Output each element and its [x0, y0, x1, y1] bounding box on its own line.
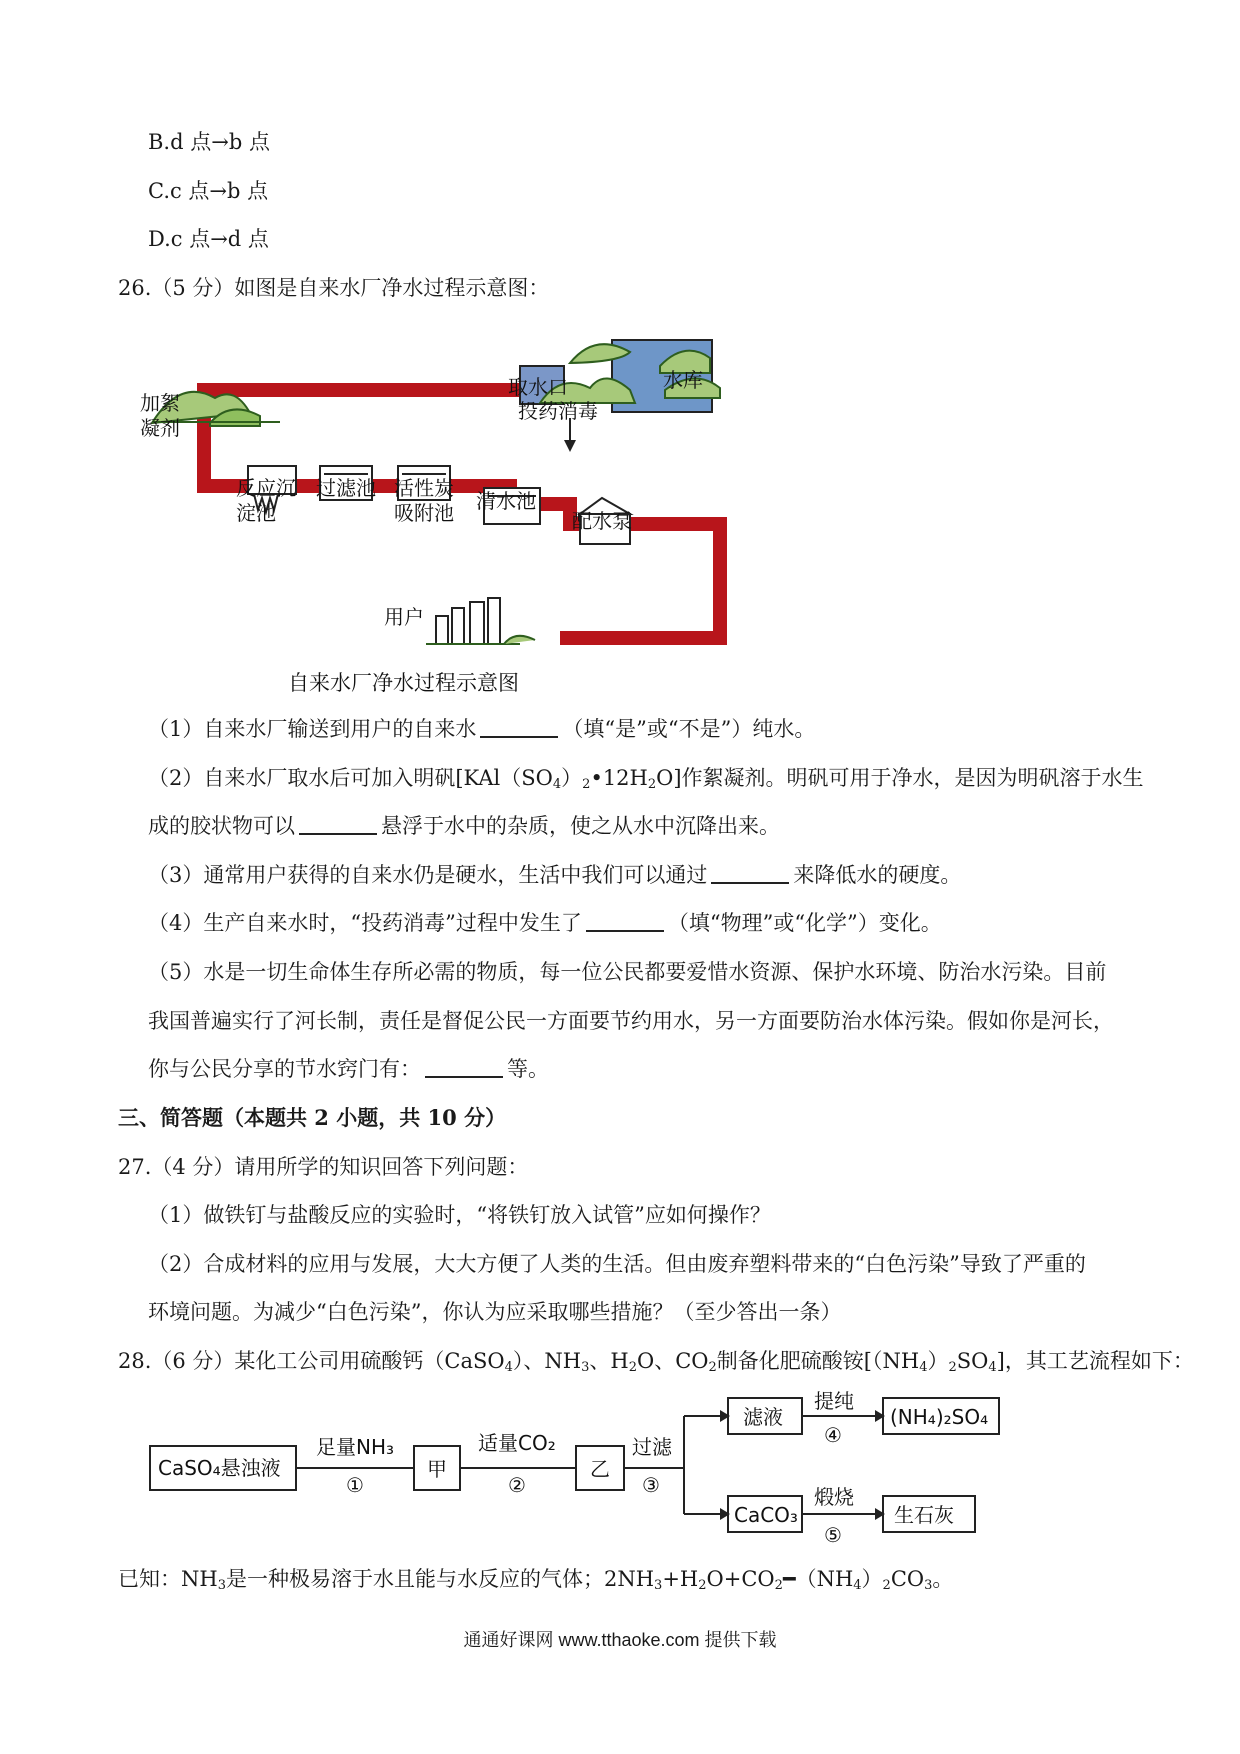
label-carbon-1: 活性炭 — [394, 476, 454, 500]
user-buildings-icon — [426, 598, 535, 644]
option-d: D.c 点→d 点 — [148, 227, 269, 251]
q26-s4: （4）生产自来水时，“投药消毒”过程中发生了 （填“物理”或“化学”）变化。 — [148, 911, 942, 935]
q26-s1: （1）自来水厂输送到用户的自来水 （填“是”或“不是”）纯水。 — [148, 717, 816, 741]
step3-label: 过滤 — [632, 1435, 672, 1459]
box-jia-text: 甲 — [427, 1457, 447, 1481]
footer: 通通好课网 www.tthaoke.com 提供下载 — [463, 1630, 777, 1650]
option-b: B.d 点→b 点 — [148, 130, 270, 154]
q26-s3: （3）通常用户获得的自来水仍是硬水，生活中我们可以通过 来降低水的硬度。 — [148, 863, 962, 887]
box-yi-text: 乙 — [590, 1457, 610, 1481]
label-coagulant-2: 凝剂 — [140, 416, 180, 440]
q26-s5-line3: 你与公民分享的节水窍门有： 等。 — [148, 1057, 549, 1081]
label-carbon-2: 吸附池 — [394, 501, 454, 525]
step3-num: ③ — [642, 1473, 660, 1497]
q26-s2-line2: 成的胶状物可以 悬浮于水中的杂质，使之从水中沉降出来。 — [148, 814, 780, 838]
option-c: C.c 点→b 点 — [148, 179, 269, 203]
q26-s5-line2: 我国普遍实行了河长制，责任是督促公民一方面要节约用水，另一方面要防治水体污染。假如你是河长， — [148, 1009, 1114, 1033]
q26-s2-blank[interactable] — [299, 813, 377, 835]
step4-num: ④ — [824, 1423, 842, 1447]
label-pump: 配水泵 — [572, 509, 632, 533]
step1-num: ① — [346, 1473, 364, 1497]
step5-num: ⑤ — [824, 1523, 842, 1547]
label-coagulant-1: 加絮 — [140, 391, 180, 415]
process-flow-diagram — [148, 1388, 1008, 1548]
q26-stem: 26.（5 分）如图是自来水厂净水过程示意图： — [118, 276, 550, 300]
q26-s4-blank[interactable] — [586, 910, 664, 932]
label-intake: 取水口 — [508, 375, 568, 399]
q26-s2-line1: （2）自来水厂取水后可加入明矾$[KAl(SO_4)_2•12H_2O]$作絮凝剂。明矾可用于净水，是因为明矾溶于水生 — [148, 766, 1144, 792]
q27-s1: （1）做铁钉与盐酸反应的实验时，“将铁钉放入试管”应如何操作？ — [148, 1203, 771, 1227]
label-settle-1: 反应沉 — [236, 476, 296, 500]
diagram-caption: 自来水厂净水过程示意图 — [288, 671, 519, 695]
q27-s2-line1: （2）合成材料的应用与发展，大大方便了人类的生活。但由废弃塑料带来的“白色污染”导致了严重的 — [148, 1252, 1086, 1276]
box-caso4-text: CaSO₄悬浊液 — [158, 1456, 281, 1480]
label-settle-2: 淀池 — [236, 501, 276, 525]
q28-known: 已知：$NH_3$是一种极易溶于水且能与水反应的气体；$2NH_3+H_2O+CO_2━(NH_4)_2CO_3$。 — [118, 1567, 954, 1593]
label-user: 用户 — [384, 605, 424, 629]
q26-s5-blank[interactable] — [425, 1056, 503, 1078]
q28-stem: 28.（6 分）某化工公司用硫酸钙（CaSO$_4$）、$NH_3$、$H_2O$、$CO_2$制备化肥硫酸铵$[(NH_4)_2SO_4]$，其工艺流程如下： — [118, 1349, 1194, 1375]
q26-s1-blank[interactable] — [480, 716, 558, 738]
box-filtrate-text: 滤液 — [743, 1405, 783, 1429]
water-purification-diagram — [140, 318, 810, 698]
section-3-heading: 三、简答题（本题共 2 小题，共 10 分） — [118, 1105, 507, 1130]
q27-stem: 27.（4 分）请用所学的知识回答下列问题： — [118, 1155, 529, 1179]
step1-label: 足量NH₃ — [316, 1435, 395, 1459]
label-filter: 过滤池 — [316, 476, 376, 500]
box-quicklime-text: 生石灰 — [894, 1503, 954, 1527]
q26-s5-line1: （5）水是一切生命体生存所必需的物质，每一位公民都要爱惜水资源、保护水环境、防治水污染。目前 — [148, 960, 1107, 984]
q26-s3-blank[interactable] — [711, 862, 789, 884]
step5-label: 煅烧 — [814, 1485, 854, 1509]
box-product-text: (NH₄)₂SO₄ — [890, 1405, 989, 1429]
q27-s2-line2: 环境问题。为减少“白色污染”，你认为应采取哪些措施？（至少答出一条） — [148, 1300, 842, 1324]
label-disinfect: 投药消毒 — [518, 399, 598, 423]
box-caco3-text: CaCO₃ — [734, 1503, 798, 1527]
label-reservoir: 水库 — [663, 368, 703, 392]
step4-label: 提纯 — [814, 1389, 854, 1413]
label-clear: 清水池 — [476, 489, 536, 513]
step2-label: 适量CO₂ — [478, 1431, 556, 1455]
step2-num: ② — [508, 1473, 526, 1497]
